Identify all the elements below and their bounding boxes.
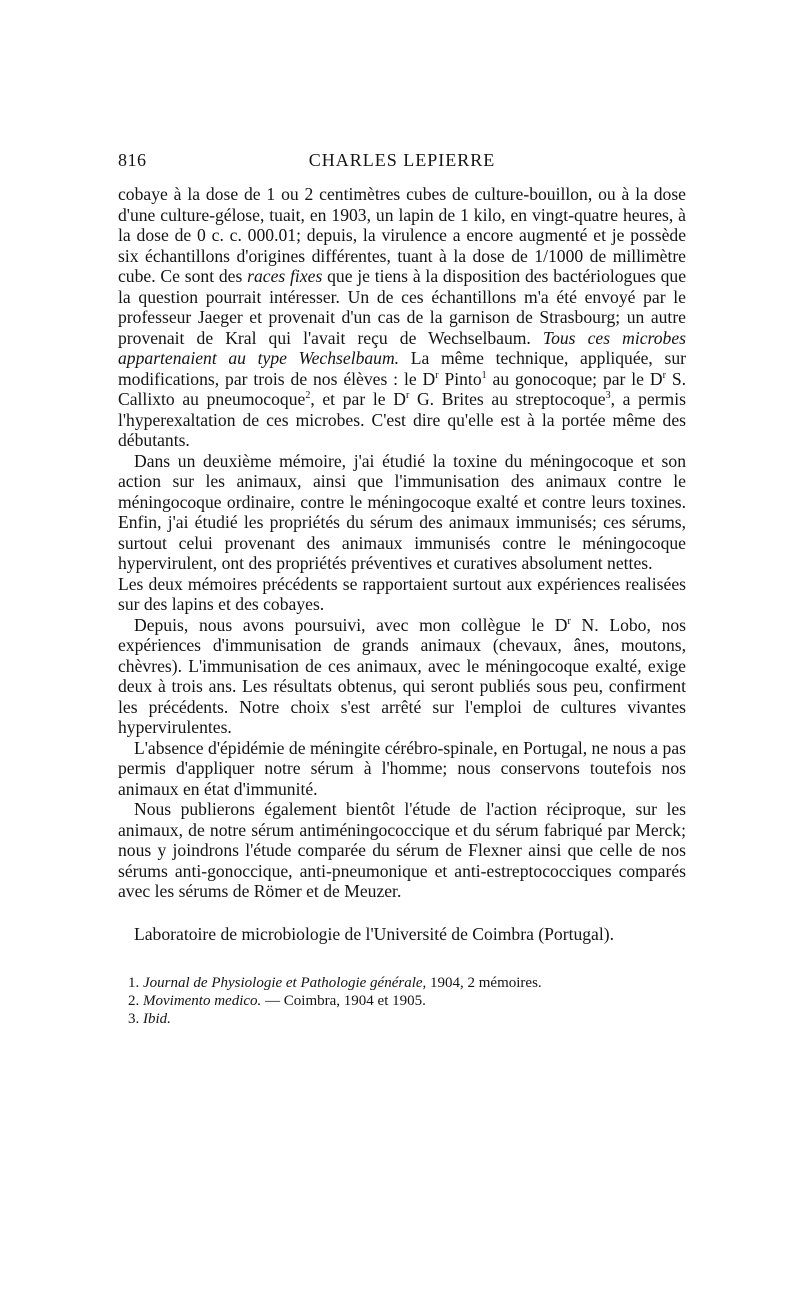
text-run: que je tiens à la disposition des bactériologues que la question pourrait intéresser. Un de ces échantillons m'a été envoyé par le professeur Jaeger et provenait d'un cas de la garnison de Strasbourg; un autre provenait de Kral qui l'avait reçu de Wechselbaum.	[118, 266, 686, 348]
text-run: Depuis, nous avons poursuivi, avec mon collègue le D	[134, 614, 568, 635]
superscript: r	[435, 369, 439, 381]
italic-text: Tous ces microbes appartenaient au type Wechselbaum.	[118, 327, 686, 368]
superscript: r	[405, 390, 410, 402]
paragraph-1	[118, 184, 686, 451]
footnote-1	[128, 974, 686, 992]
text-run: Pinto	[438, 368, 482, 389]
footnote-3	[128, 1010, 686, 1028]
footnote-ref: 3	[605, 390, 611, 402]
italic-text: races fixes	[247, 266, 323, 286]
footnote-ref: 2	[305, 390, 311, 402]
paragraph-6: Nous publierons également bientôt l'étude de l'action réciproque, sur les animaux, de notre sérum antiméningococcique et du sérum fabriqué par Merck; nous y joindrons l'étude comparée du sérum de Flexner ainsi que celle de nos sérums anti-gonoccique, anti-pneumonique et anti-estreptococciques comparés avec les sérums de Römer et de Meuzer.	[118, 799, 686, 901]
text-run: G. Brites au streptocoque	[409, 389, 606, 409]
footnote-source: Ibid.	[143, 1011, 171, 1027]
body-text	[118, 184, 686, 944]
footnote-text: , 1904, 2 mémoires.	[422, 975, 542, 991]
footnote-ref: 1	[481, 369, 487, 381]
footnote-number: 2.	[128, 993, 143, 1009]
superscript: r	[662, 369, 666, 381]
text-run: , a permis l'hyperexaltation de ces microbes. C'est dire qu'elle est à la portée même des débutants.	[118, 389, 686, 450]
text-run: au gonocoque; par le D	[486, 368, 663, 389]
footnote-2	[128, 992, 686, 1010]
footnote-number: 1.	[128, 975, 143, 991]
page	[118, 150, 686, 1028]
footnote-number: 3.	[128, 1011, 143, 1027]
paragraph-5: L'absence d'épidémie de méningite cérébro-spinale, en Portugal, ne nous a pas permis d'appliquer notre sérum à l'homme; nous conservons toutefois nos animaux en état d'immunité.	[118, 737, 686, 799]
footnote-source: Movimento medico.	[143, 993, 262, 1009]
paragraph-2: Dans un deuxième mémoire, j'ai étudié la toxine du méningocoque et son action sur les animaux, ainsi que l'immunisation des animaux contre le méningocoque ordinaire, contre le méningocoque exalté et contre leurs toxines. Enfin, j'ai étudié les propriétés du sérum des animaux immunisés; ces sérums, surtout celui provenant des animaux immunisés contre le méningocoque hypervirulent, ont des propriétés préventives et curatives absolument nettes.	[118, 450, 686, 573]
text-run: La même technique, appliquée, sur modifications, par trois de nos élèves : le D	[118, 348, 686, 389]
page-number: 816	[118, 150, 147, 170]
paragraph-3: Les deux mémoires précédents se rapportaient surtout aux expériences realisées sur des lapins et des cobayes.	[118, 573, 686, 614]
page-header	[118, 150, 686, 176]
text-run: S. Callixto au pneumocoque	[118, 368, 687, 409]
paragraph-4	[118, 615, 686, 738]
superscript: r	[567, 615, 571, 627]
text-run: N. Lobo, nos expériences d'immunisation de grands animaux (chevaux, ânes, moutons, chèvres). L'immunisation de ces animaux, avec le méningocoque exalté, exige deux à trois ans. Les résultats obtenus, qui seront publiés sous peu, confirment les précédents. Notre choix s'est arrêté sur l'emploi de cultures vivantes hypervirulentes.	[118, 614, 687, 737]
footnote-source: Journal de Physiologie et Pathologie générale	[143, 975, 423, 991]
text-run: cobaye à la dose de 1 ou 2 centimètres cubes de culture-bouillon, ou à la dose d'une culture-gélose, tuait, en 1903, un lapin de 1 kilo, en vingt-quatre heures, à la dose de 0 c. c. 000.01; depuis, la virulence a encore augmenté et je possède six échantillons d'origines différentes, tuant à la dose de 1/1000 de millimètre cube. Ce sont des	[118, 184, 686, 286]
footnote-text: — Coimbra, 1904 et 1905.	[261, 993, 426, 1009]
footnotes	[118, 974, 686, 1028]
running-title: CHARLES LEPIERRE	[308, 150, 496, 170]
text-run: , et par le D	[310, 389, 406, 409]
affiliation: Laboratoire de microbiologie de l'Université de Coimbra (Portugal).	[134, 923, 615, 944]
